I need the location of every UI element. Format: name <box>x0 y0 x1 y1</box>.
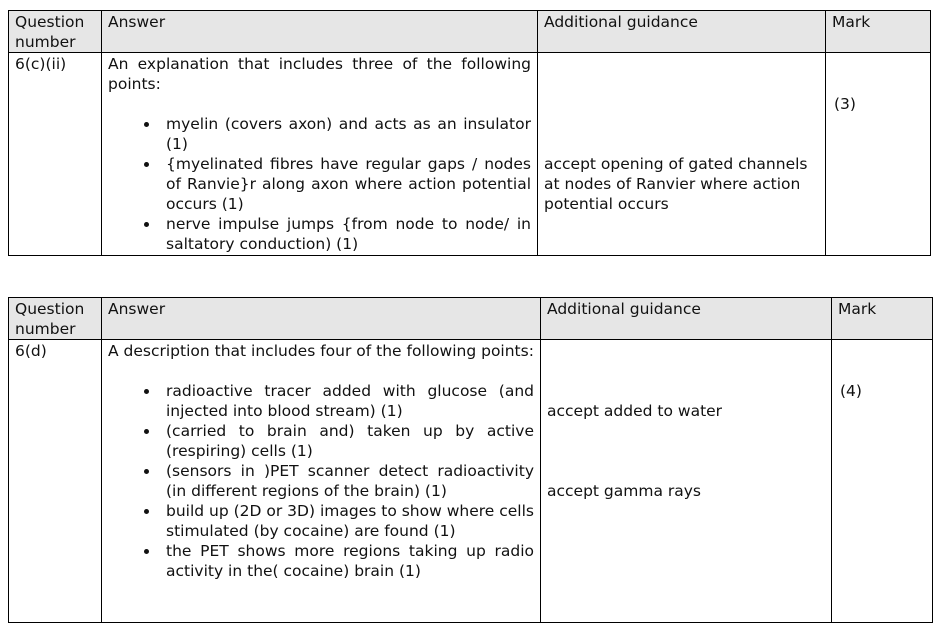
header-answer: Answer <box>102 11 538 53</box>
answer-points <box>108 114 531 254</box>
header-additional-guidance: Additional guidance <box>538 11 826 53</box>
answer-point: • {myelinated fibres have regular gaps / nodes of Ranvie}r along axon where action potential occurs (1) <box>160 154 531 214</box>
mark-cell <box>826 53 931 256</box>
header-row <box>9 11 931 53</box>
answer-row <box>9 340 933 623</box>
answer-point: • (sensors in )PET scanner detect radioactivity (in different regions of the brain) (1) <box>160 461 534 501</box>
question-number: 6(c)(ii) <box>9 53 102 256</box>
mark-cell <box>832 340 933 623</box>
answer-point: • myelin (covers axon) and acts as an insulator (1) <box>160 114 531 154</box>
answer-row <box>9 53 931 256</box>
answer-cell <box>102 53 538 256</box>
guidance-text: accept opening of gated channels at nodes of Ranvier where action potential occurs <box>544 155 808 213</box>
question-number: 6(d) <box>9 340 102 623</box>
mark-value: (4) <box>840 382 862 400</box>
answer-intro: A description that includes four of the following points: <box>108 342 534 360</box>
answer-points <box>108 381 534 581</box>
header-additional-guidance: Additional guidance <box>541 298 832 340</box>
answer-cell <box>102 340 541 623</box>
header-question-number: Question number <box>9 298 102 340</box>
answer-point: • nerve impulse jumps {from node to node/ in saltatory conduction) (1) <box>160 214 531 254</box>
header-mark: Mark <box>832 298 933 340</box>
guidance-cell <box>541 340 832 623</box>
header-mark: Mark <box>826 11 931 53</box>
mark-scheme-table-6c-ii <box>8 10 931 256</box>
header-question-number: Question number <box>9 11 102 53</box>
header-answer: Answer <box>102 298 541 340</box>
answer-point: • build up (2D or 3D) images to show where cells stimulated (by cocaine) are found (1) <box>160 501 534 541</box>
mark-value: (3) <box>834 95 856 113</box>
header-row <box>9 298 933 340</box>
answer-point: • radioactive tracer added with glucose (and injected into blood stream) (1) <box>160 381 534 421</box>
guidance-text-2: accept gamma rays <box>547 482 702 500</box>
guidance-text-1: accept added to water <box>547 402 723 420</box>
guidance-cell <box>538 53 826 256</box>
answer-point: • (carried to brain and) taken up by active (respiring) cells (1) <box>160 421 534 461</box>
mark-scheme-table-6d <box>8 297 933 623</box>
answer-intro: An explanation that includes three of the following points: <box>108 55 531 93</box>
answer-point: • the PET shows more regions taking up radio activity in the( cocaine) brain (1) <box>160 541 534 581</box>
